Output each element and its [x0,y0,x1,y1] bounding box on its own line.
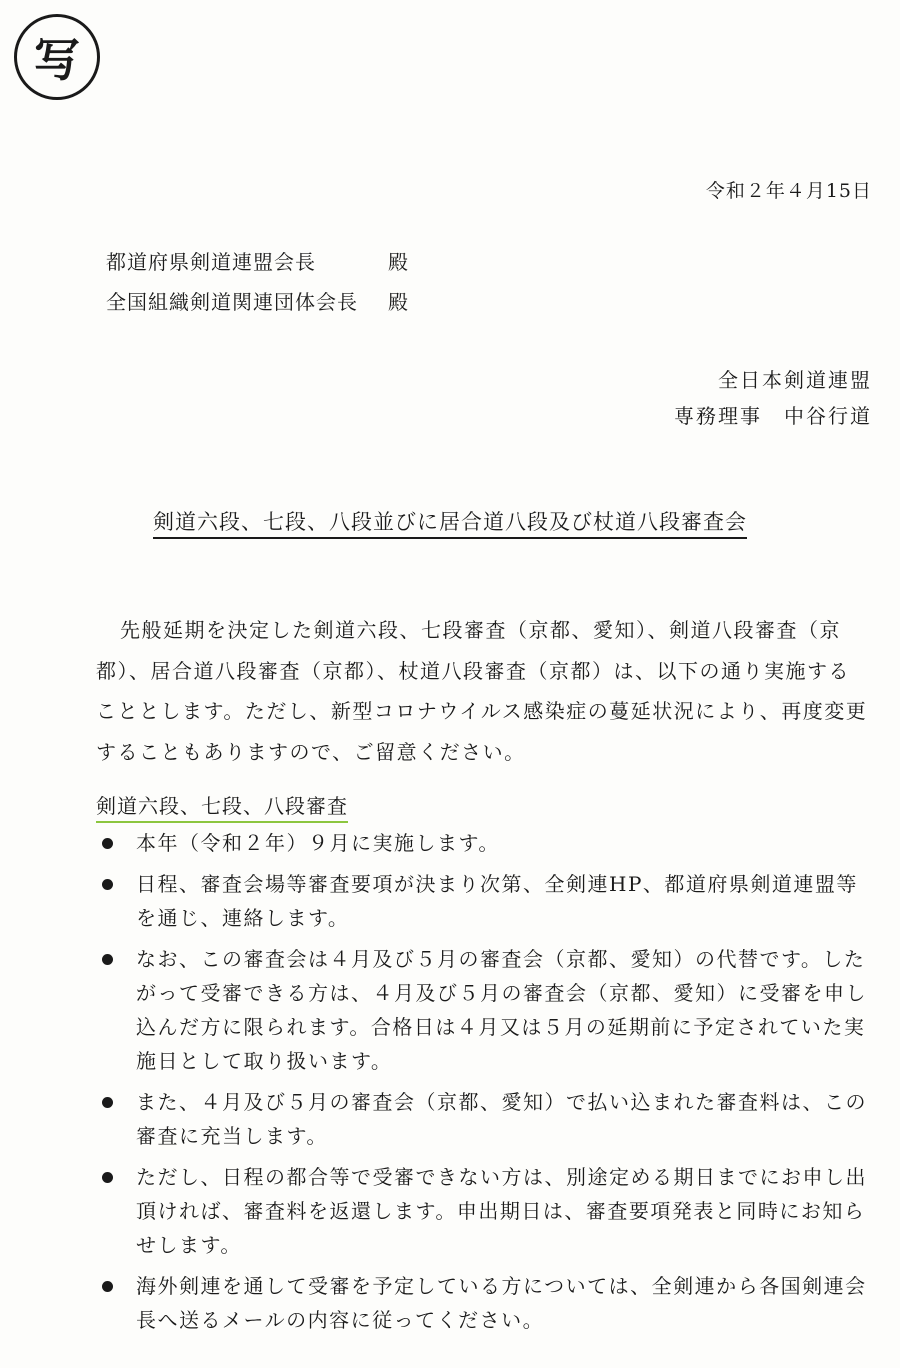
addressee-honorific: 殿 [388,290,409,314]
intro-paragraph: 先般延期を決定した剣道六段、七段審査（京都、愛知）、剣道八段審査（京都）、居合道八段審査（京都）、杖道八段審査（京都）は、以下の通り実施することとします。ただし、新型コロナウイルス感染症の蔓延状況により、再度変更することもありますので、ご留意ください。 [96,618,868,764]
document-title [0,506,900,536]
sender-organization: 全日本剣道連盟 [718,368,872,392]
copy-stamp: 写 [14,14,100,100]
addressee-honorific: 殿 [388,250,409,274]
list-item-text: 本年（令和２年）９月に実施します。 [136,831,500,855]
bullet-list [96,826,868,1344]
list-item-text: なお、この審査会は４月及び５月の審査会（京都、愛知）の代替です。したがって受審できる方は、４月及び５月の審査会（京都、愛知）に受審を申し込んだ方に限られます。合格日は４月又は５月の延期前に予定されていた実施日として取り扱います。 [136,947,867,1073]
list-item-text: 日程、審査会場等審査要項が決まり次第、全剣連HP、都道府県剣道連盟等を通じ、連絡します。 [136,872,858,930]
list-item [96,942,868,1078]
list-item-text: また、４月及び５月の審査会（京都、愛知）で払い込まれた審査料は、この審査に充当します。 [136,1090,867,1148]
list-item-text: ただし、日程の都合等で受審できない方は、別途定める期日までにお申し出頂ければ、審査料を返還します。申出期日は、審査要項発表と同時にお知らせします。 [136,1165,867,1257]
bullet-icon [102,1097,113,1108]
list-item [96,826,868,860]
addressee-name: 都道府県剣道連盟会長 [106,250,316,274]
list-item [96,1085,868,1153]
bullet-icon [102,1281,113,1292]
addressee-1 [106,246,409,275]
list-item [96,1269,868,1337]
bullet-icon [102,879,113,890]
document-title-text: 剣道六段、七段、八段並びに居合道八段及び杖道八段審査会 [153,510,747,539]
addressee-name: 全国組織剣道関連団体会長 [106,290,358,314]
list-item [96,867,868,935]
addressee-2 [106,286,409,315]
sender-person: 専務理事 中谷行道 [674,404,872,428]
bullet-icon [102,954,113,965]
bullet-icon [102,838,113,849]
bullet-icon [102,1172,113,1183]
list-item [96,1160,868,1262]
document-date: 令和２年４月15日 [705,180,872,202]
section-heading: 剣道六段、七段、八段審査 [96,790,348,823]
list-item-text: 海外剣連を通して受審を予定している方については、全剣連から各国剣連会長へ送るメールの内容に従ってください。 [136,1274,867,1332]
